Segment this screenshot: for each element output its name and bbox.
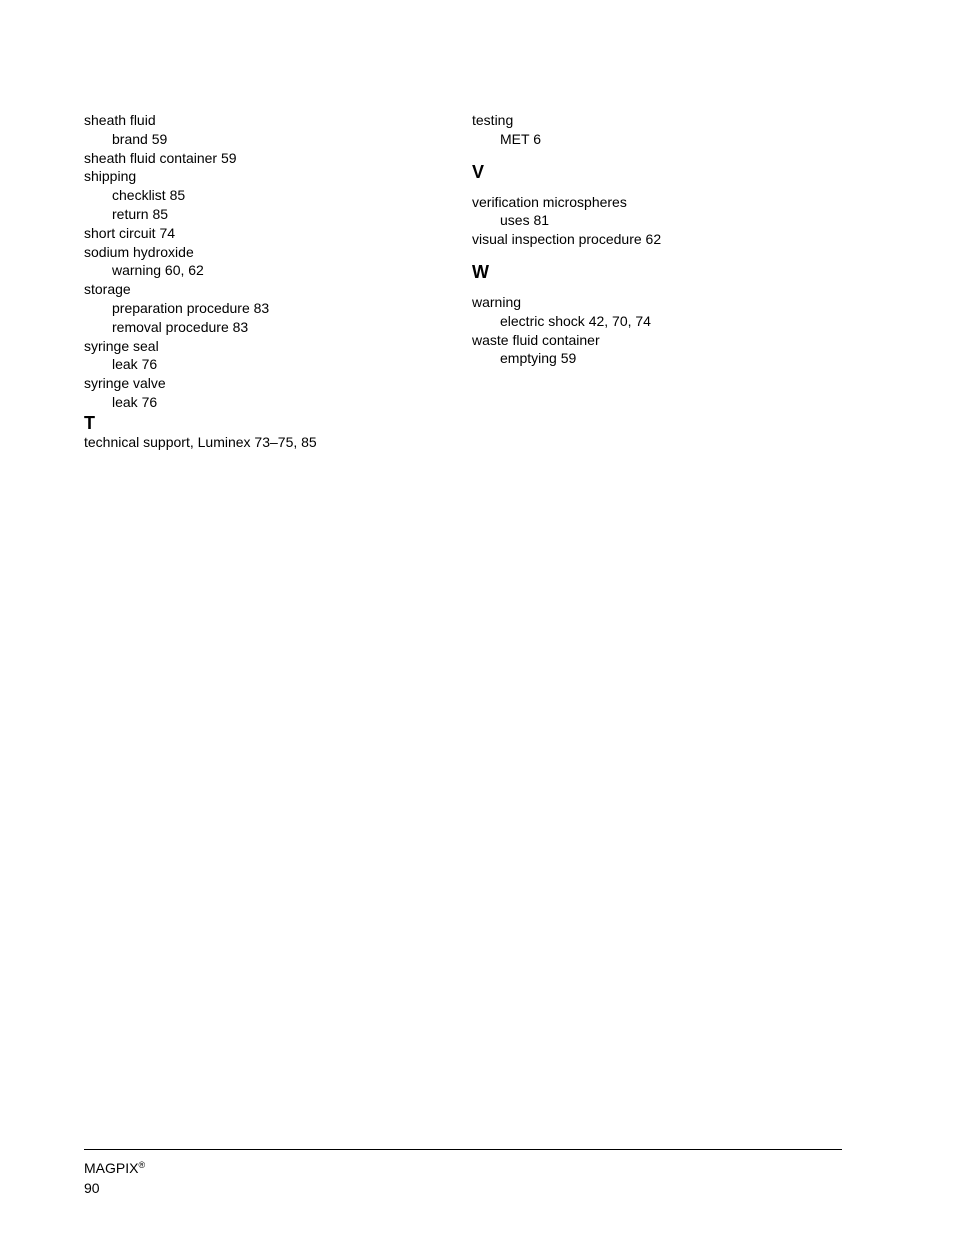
index-letter-heading-t: T [84,412,95,433]
index-entry: verification microspheres [472,193,627,210]
registered-mark: ® [138,1160,146,1170]
index-column-right [472,111,852,368]
index-subentry: warning 60, 62 [112,262,204,279]
page-footer [84,1158,145,1198]
index-entry: sheath fluid container 59 [84,149,237,166]
product-name: MAGPIX [84,1160,139,1176]
index-letter-heading-v: V [472,161,485,182]
index-subentry: leak 76 [112,356,158,373]
index-letter-heading-w: W [472,261,489,282]
index-entry: syringe seal [84,337,159,354]
index-subentry: MET 6 [500,130,541,147]
index-subentry: removal procedure 83 [112,318,249,335]
index-subentry: uses 81 [500,212,550,229]
index-entry: waste fluid container [472,331,600,348]
index-entry: technical support, Luminex 73–75, 85 [84,433,317,450]
index-subentry: emptying 59 [500,350,577,367]
index-subentry: return 85 [112,205,169,222]
index-entry: warning [472,293,522,310]
index-entry: sodium hydroxide [84,243,194,260]
index-entry: visual inspection procedure 62 [472,231,662,248]
index-entry: shipping [84,168,137,185]
index-subentry: checklist 85 [112,187,186,204]
index-column-left [84,111,464,452]
footer-divider [84,1149,842,1150]
index-subentry: brand 59 [112,130,168,147]
index-entry: short circuit 74 [84,224,176,241]
footer-product-name [84,1158,145,1178]
index-entry: testing [472,112,514,128]
index-subentry: leak 76 [112,393,158,410]
index-entry: syringe valve [84,375,166,392]
index-entry: sheath fluid [84,112,156,128]
index-subentry: electric shock 42, 70, 74 [500,312,651,329]
page-number: 90 [84,1180,100,1196]
index-subentry: preparation procedure 83 [112,299,270,316]
index-entry: storage [84,281,131,298]
